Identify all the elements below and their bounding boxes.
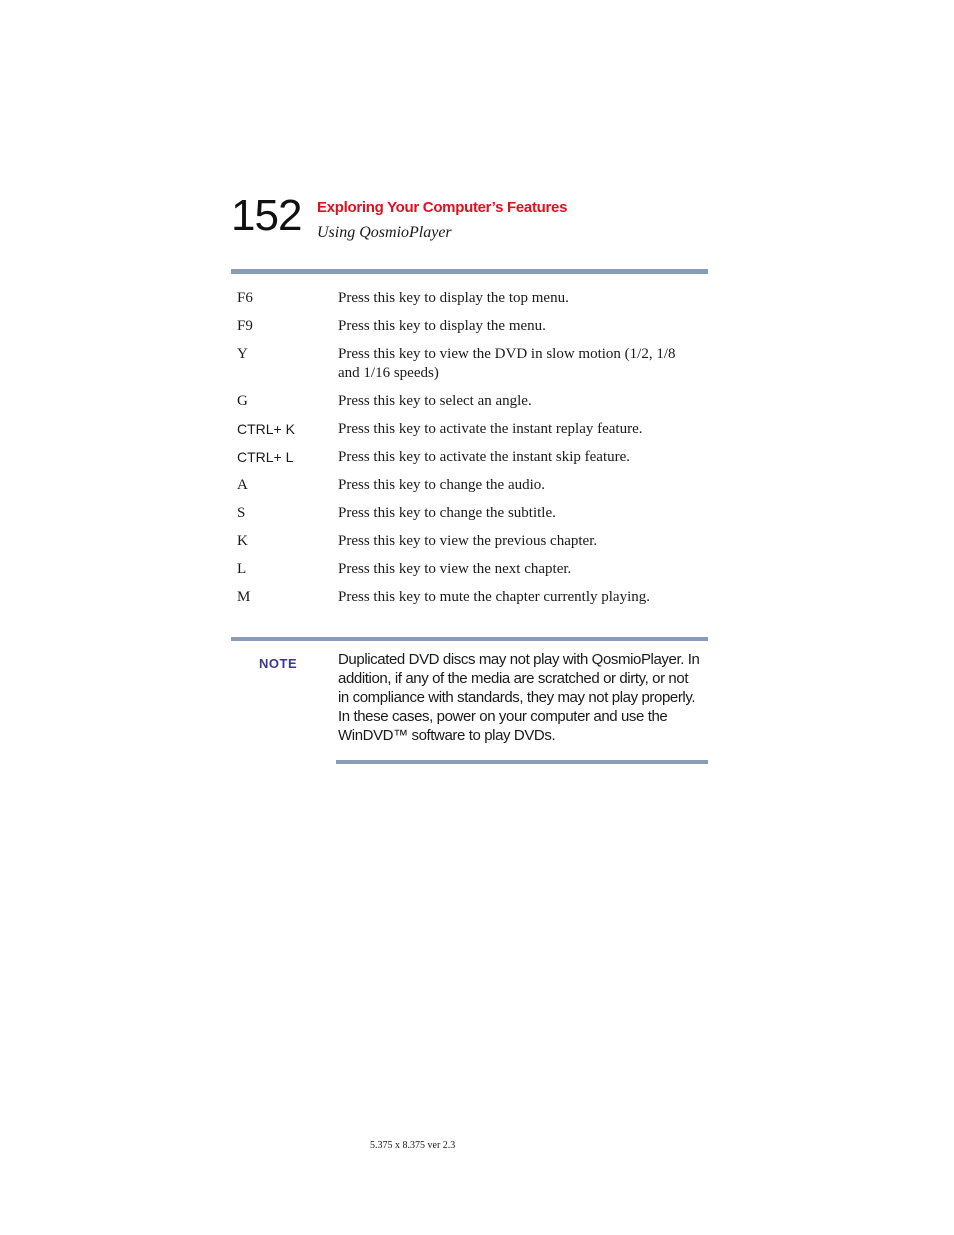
key-name: K [237, 533, 248, 549]
table-row [237, 476, 697, 495]
key-description: Press this key to view the previous chapter. [338, 533, 598, 549]
key-description: Press this key to view the next chapter. [338, 561, 572, 577]
key-description: Press this key to select an angle. [338, 393, 532, 409]
table-row [237, 504, 697, 523]
key-description: Press this key to display the top menu. [338, 290, 569, 306]
key-name: Y [237, 346, 248, 362]
key-name: G [237, 393, 248, 409]
footer-version: 5.375 x 8.375 ver 2.3 [370, 1140, 456, 1151]
table-row [237, 420, 697, 439]
note-bottom-rule [336, 760, 708, 764]
key-description: Press this key to view the DVD in slow motion (1/2, 1/8 and 1/16 speeds) [338, 346, 676, 381]
table-row [237, 588, 697, 607]
key-description: Press this key to change the subtitle. [338, 505, 556, 521]
page-number: 152 [231, 191, 302, 240]
key-name: S [237, 505, 246, 521]
key-description: Press this key to activate the instant replay feature. [338, 421, 643, 437]
key-name: A [237, 477, 248, 493]
key-name: F6 [237, 290, 253, 306]
table-row [237, 448, 697, 467]
key-name: L [237, 561, 247, 577]
key-name: CTRL+ K [237, 421, 295, 437]
key-name: CTRL+ L [237, 449, 294, 465]
note-label: NOTE [259, 656, 298, 671]
key-description: Press this key to display the menu. [338, 318, 546, 334]
key-name: F9 [237, 318, 253, 334]
chapter-title: Exploring Your Computer’s Features [317, 199, 568, 216]
table-row [237, 345, 697, 383]
key-description: Press this key to mute the chapter currently playing. [338, 589, 651, 605]
table-row [237, 560, 697, 579]
key-description: Press this key to change the audio. [338, 477, 546, 493]
top-rule [231, 269, 708, 274]
table-row [237, 289, 697, 308]
section-title: Using QosmioPlayer [317, 224, 452, 241]
key-description: Press this key to activate the instant skip feature. [338, 449, 631, 465]
note-text: Duplicated DVD discs may not play with QosmioPlayer. In addition, if any of the media are scratched or dirty, or not in compliance with standards, they may not play properly. In these cases, power on your computer and use the WinDVD™ software to play DVDs. [338, 651, 700, 744]
key-name: M [237, 589, 251, 605]
table-row [237, 317, 697, 336]
note-top-rule [231, 637, 708, 641]
table-row [237, 532, 697, 551]
table-row [237, 392, 697, 411]
key-table [237, 289, 697, 616]
